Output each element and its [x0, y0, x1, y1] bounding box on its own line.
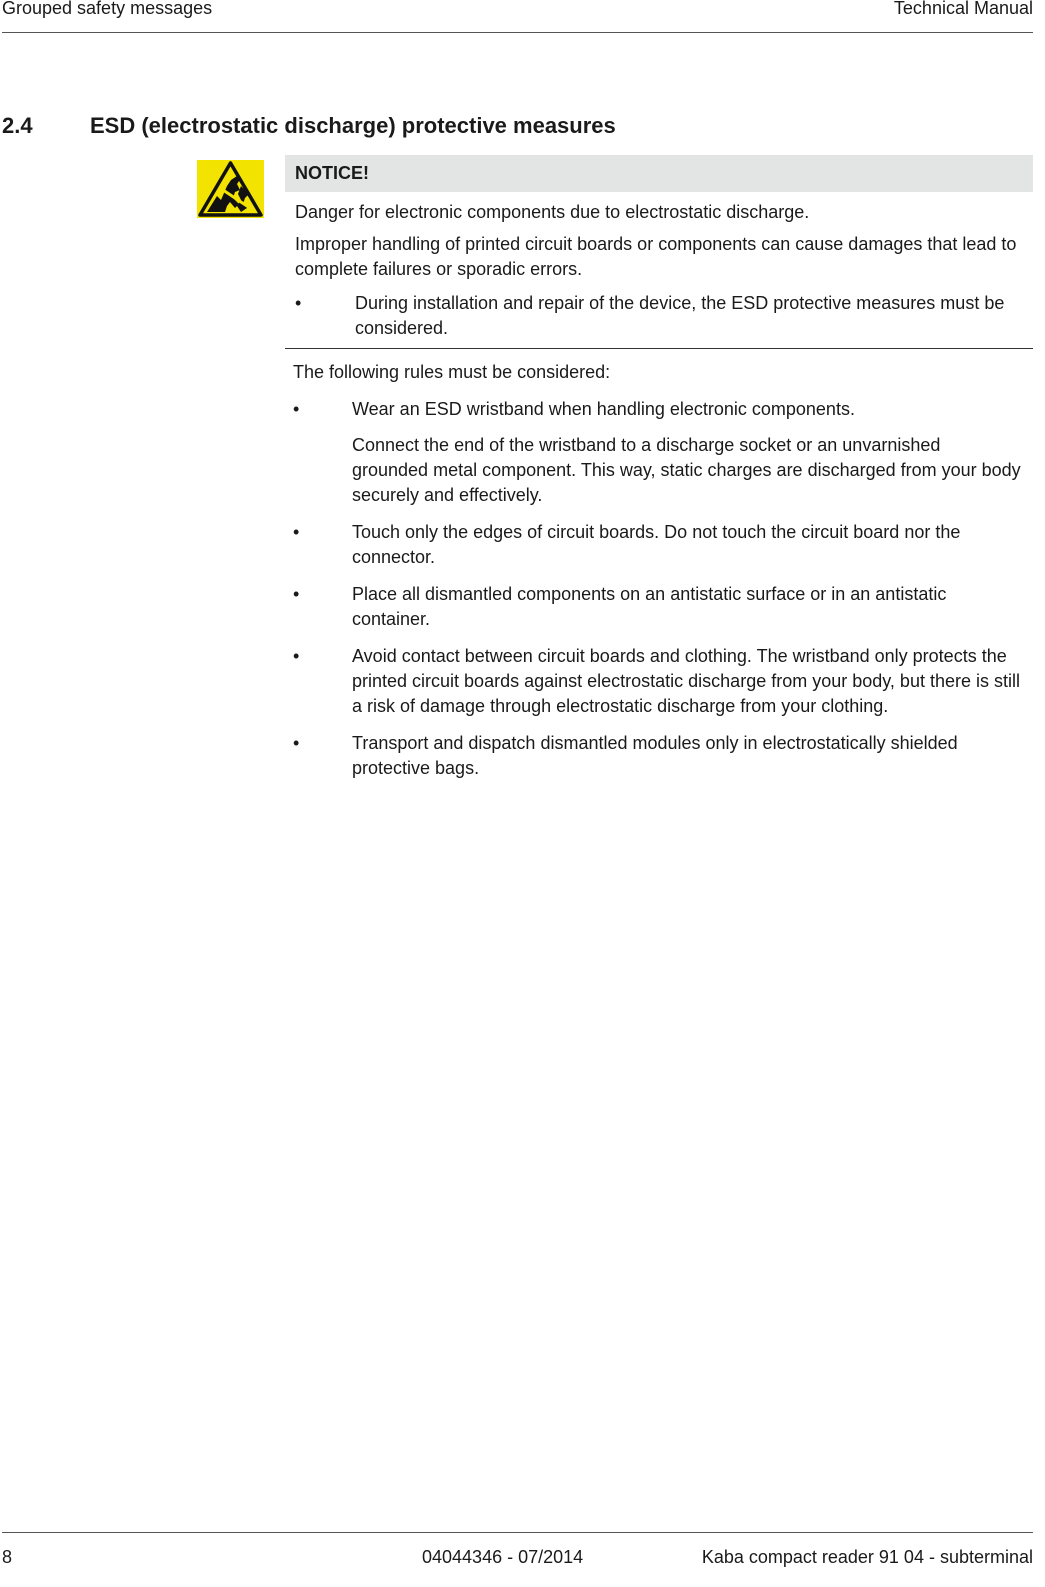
notice-label: NOTICE! — [285, 155, 1033, 192]
page-header — [2, 0, 1033, 33]
list-item-text: Touch only the edges of circuit boards. Do not touch the circuit board nor the connector. — [352, 522, 961, 567]
notice-box — [285, 155, 1033, 349]
bullet-marker: • — [293, 399, 300, 419]
bullet-marker: • — [293, 584, 300, 604]
list-item-text: Transport and dispatch dismantled modules only in electrostatically shielded protective bags. — [352, 733, 958, 778]
list-item-text: Place all dismantled components on an antistatic surface or in an antistatic container. — [352, 584, 947, 629]
section-number: 2.4 — [2, 113, 33, 138]
bullet-marker: • — [293, 522, 300, 542]
document-number: 04044346 - 07/2014 — [422, 1547, 584, 1567]
list-item — [293, 397, 1021, 422]
page-footer — [2, 1532, 1033, 1587]
page-number: 8 — [2, 1547, 13, 1567]
list-item — [293, 520, 1021, 570]
bullet-marker: • — [293, 733, 300, 753]
list-item-note: Connect the end of the wristband to a discharge socket or an unvarnished grounded metal component. This way, static charges are discharged from your body securely and effectively. — [352, 435, 1021, 505]
notice-paragraph: Improper handling of printed circuit boards or components can cause damages that lead to complete failures or sporadic errors. — [295, 234, 1017, 279]
product-name: Kaba compact reader 91 04 - subterminal — [701, 1547, 1033, 1567]
list-item-text: Wear an ESD wristband when handling electronic components. — [352, 399, 855, 419]
list-item — [293, 644, 1021, 719]
section-title: ESD (electrostatic discharge) protective measures — [90, 113, 616, 138]
list-item — [293, 731, 1021, 781]
header-document-type: Technical Manual — [893, 0, 1033, 18]
notice-body — [285, 200, 1033, 341]
list-item-text: Avoid contact between circuit boards and clothing. The wristband only protects the printed circuit boards against electrostatic discharge from your body, but there is still a risk of damage through electrostatic discharge from your clothing. — [352, 646, 1020, 716]
header-chapter-title: Grouped safety messages — [2, 0, 213, 18]
notice-bullet-text: During installation and repair of the device, the ESD protective measures must be considered. — [355, 293, 1005, 338]
list-item — [293, 582, 1021, 632]
section-heading — [2, 113, 616, 139]
notice-paragraph: Danger for electronic components due to electrostatic discharge. — [295, 202, 810, 222]
esd-warning-icon — [197, 160, 264, 218]
rules-intro: The following rules must be considered: — [293, 362, 611, 382]
bullet-marker: • — [293, 646, 300, 666]
rules-list — [293, 360, 1021, 781]
notice-bullet-item — [295, 291, 1025, 341]
bullet-marker: • — [295, 293, 302, 313]
